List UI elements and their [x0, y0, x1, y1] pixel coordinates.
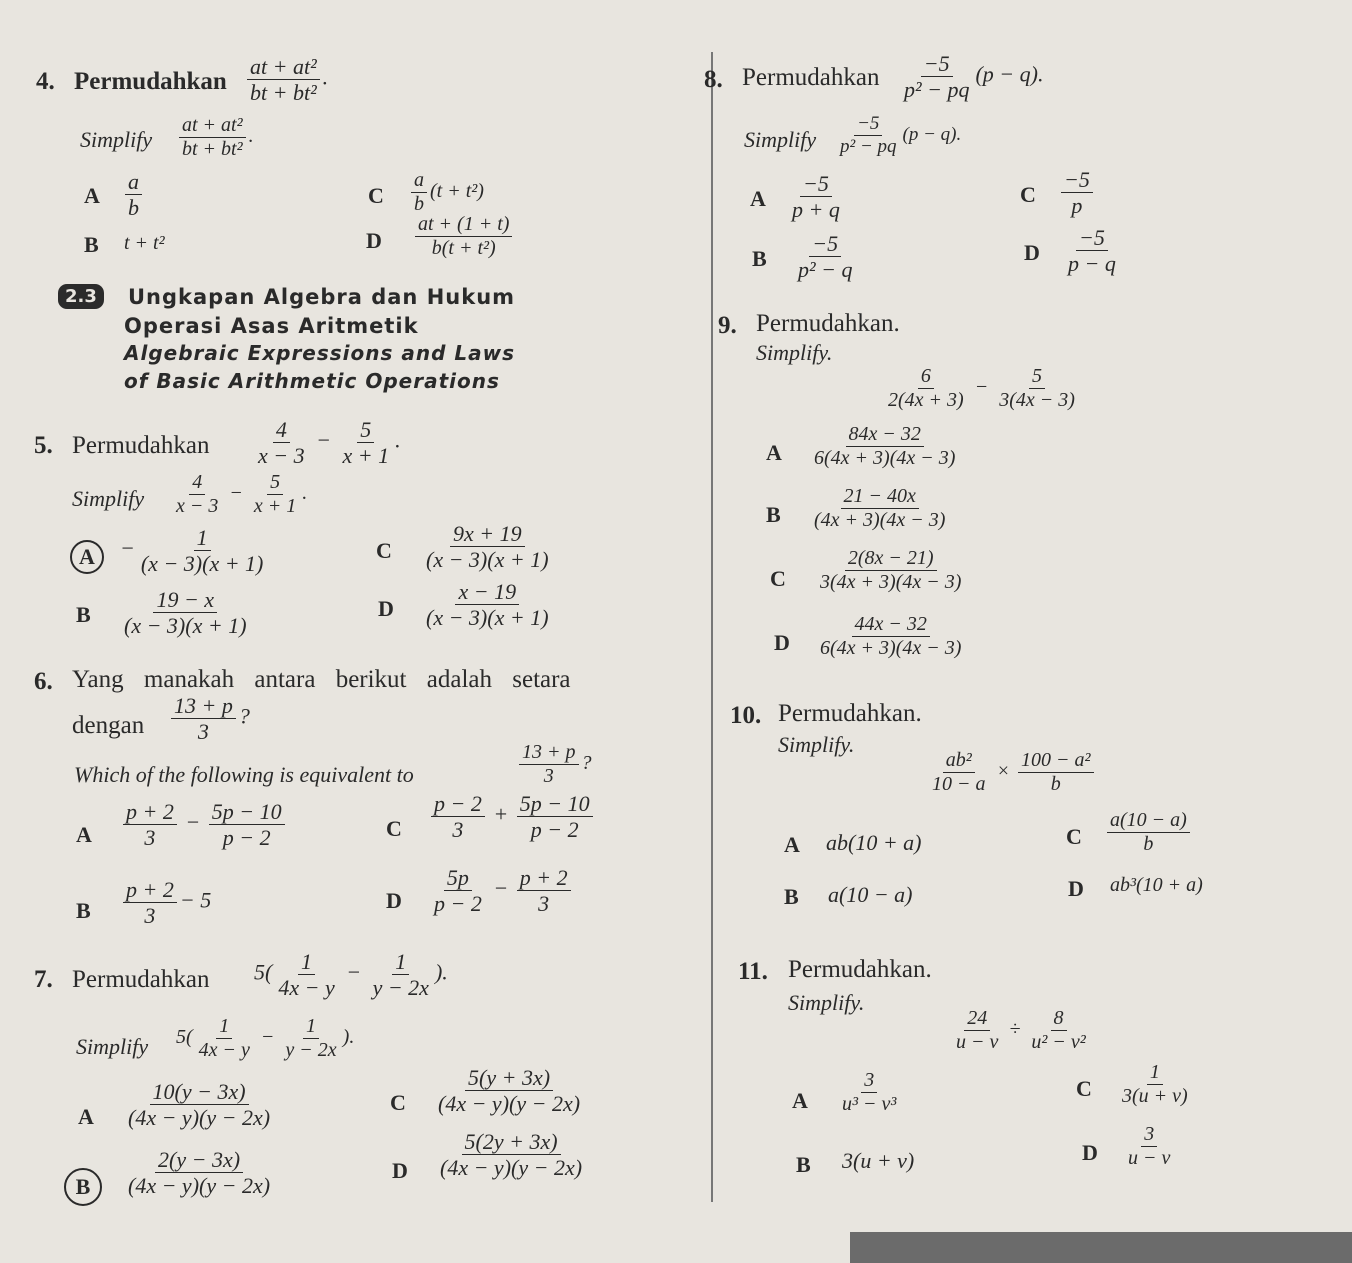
q9-option-b[interactable] — [808, 486, 951, 531]
q5-option-b-label[interactable]: B — [76, 602, 91, 627]
q7-b-den: y − 2x — [372, 975, 429, 1001]
q5-d-num: x − 19 — [455, 580, 519, 605]
answer-circle-mark — [70, 540, 104, 574]
q5-option-d[interactable] — [420, 580, 555, 629]
q7-option-c-label[interactable]: C — [390, 1090, 406, 1115]
q7-d-den: (4x − y)(y − 2x) — [440, 1155, 583, 1181]
q11-b-den: u² − v² — [1031, 1031, 1086, 1053]
q5-a-letter: A — [79, 544, 95, 569]
q8-expression — [898, 52, 1043, 101]
q7-a-num: 1 — [298, 950, 315, 975]
q10-a-num: ab² — [943, 750, 975, 773]
q7-option-c[interactable] — [432, 1066, 586, 1115]
q6-prompt2: dengan — [72, 712, 145, 739]
q9-option-c[interactable] — [814, 548, 967, 593]
q6-eng-den: 3 — [543, 765, 554, 787]
q5-option-c-label[interactable]: C — [376, 538, 392, 563]
q5-option-a[interactable]: − $\frac{1}{(x - 3)(x + 1)}$ — [120, 526, 269, 575]
q8-option-a[interactable] — [786, 172, 846, 221]
q11-c-num: 1 — [1147, 1062, 1163, 1085]
q11-option-c[interactable] — [1116, 1062, 1194, 1107]
q7-option-d-label[interactable]: D — [392, 1158, 408, 1183]
q4-option-a-label[interactable]: A — [84, 183, 100, 208]
q8-option-c[interactable] — [1058, 168, 1096, 217]
q6-option-d-label[interactable]: D — [386, 888, 402, 913]
q4-expression: $\frac{\text{at + at²}}{\text{bt + bt²}}$ . — [244, 55, 328, 104]
q9-number: 9. — [718, 312, 737, 339]
q5-option-a-label[interactable] — [70, 540, 104, 574]
q7-a-opt-den: (4x − y)(y − 2x) — [128, 1105, 271, 1131]
section-title-line1: Ungkapan Algebra dan Hukum — [128, 285, 516, 309]
q7-eng-a-num: 1 — [216, 1016, 232, 1039]
q5-a-opt-den: (x − 3)(x + 1) — [140, 551, 264, 577]
q4-d-num: at + (1 + t) — [415, 214, 512, 237]
section-eng-line2: of Basic Arithmetic Operations — [124, 369, 500, 393]
q9-option-d-label[interactable]: D — [774, 630, 790, 655]
q8-c-num: −5 — [1061, 168, 1093, 193]
q9-option-c-label[interactable]: C — [770, 566, 786, 591]
q9-a-den: 2(4x + 3) — [888, 389, 964, 411]
q7-option-b[interactable] — [122, 1148, 276, 1197]
q4-option-b-label[interactable]: B — [84, 232, 99, 257]
q5-eng-a-num: 4 — [189, 472, 205, 495]
q4-d-den: b(t + t²) — [431, 237, 496, 259]
q8-number: 8. — [704, 66, 723, 93]
q4-eng-expression: $\frac{\text{at + at²}}{\text{bt + bt²}}$ . — [176, 115, 254, 160]
q11-eng: Simplify. — [788, 990, 865, 1015]
q8-b-num: −5 — [809, 232, 841, 257]
q6-eng-expression: $\frac{13 + p}{3}$ ? — [516, 742, 592, 787]
q5-option-d-label[interactable]: D — [378, 596, 394, 621]
q11-prompt: Permudahkan. — [788, 956, 932, 983]
q11-a-den: u − v — [956, 1031, 999, 1053]
q5-eng-b-den: x + 1 — [253, 495, 297, 517]
q10-c-den: b — [1143, 833, 1154, 855]
q10-eng: Simplify. — [778, 732, 855, 757]
q4-option-b[interactable]: t + t² — [124, 232, 165, 254]
q5-d-den: (x − 3)(x + 1) — [426, 605, 549, 631]
q10-option-a[interactable]: ab(10 + a) — [826, 830, 922, 855]
q7-a-opt-num: 10(y − 3x) — [150, 1080, 249, 1105]
q6-den: 3 — [197, 719, 209, 745]
section-badge: 2.3 — [58, 284, 104, 309]
section-eng-line1: Algebraic Expressions and Laws — [124, 341, 516, 365]
q7-b-opt-num: 2(y − 3x) — [155, 1148, 243, 1173]
q7-eng-expression: 5( $\frac{1}{4x - y}$ − $\frac{1}{y - 2x}$ ). — [176, 1015, 355, 1061]
q10-prompt: Permudahkan. — [778, 700, 922, 727]
q6-a-d1: 3 — [144, 825, 156, 851]
q8-a-num: −5 — [800, 172, 832, 197]
q7-c-num: 5(y + 3x) — [465, 1066, 553, 1091]
q8-option-d-label[interactable]: D — [1024, 240, 1040, 265]
q7-option-b-label[interactable] — [64, 1168, 102, 1206]
q6-eng-num: 13 + p — [519, 742, 579, 765]
q4-option-c-label[interactable]: C — [368, 183, 384, 208]
q6-option-b[interactable] — [120, 878, 211, 927]
q5-b-opt-den: (x − 3)(x + 1) — [124, 613, 247, 639]
q5-c-den: (x − 3)(x + 1) — [426, 547, 549, 573]
q4-numerator: at + at² — [247, 55, 320, 80]
q7-option-a-label[interactable]: A — [78, 1104, 94, 1129]
q9-option-a[interactable] — [808, 424, 961, 469]
q7-a-den: 4x − y — [278, 975, 335, 1001]
q6-a-n2: 5p − 10 — [209, 800, 285, 825]
q10-option-c[interactable] — [1104, 810, 1193, 855]
q7-d-num: 5(2y + 3x) — [462, 1130, 561, 1155]
q10-b-den: b — [1050, 773, 1061, 795]
q8-c-den: p — [1071, 193, 1083, 219]
q5-a-opt-num: 1 — [194, 526, 211, 551]
q6-option-d[interactable]: $\frac{5p}{p - 2}$ − $\frac{p + 2}{3}$ — [428, 866, 574, 915]
q6-number: 6. — [34, 668, 53, 695]
q9-b-num: 5 — [1029, 366, 1045, 389]
q6-option-c-label[interactable]: C — [386, 816, 402, 841]
q6-expression: $\frac{13 + p}{3}$ ? — [168, 694, 250, 743]
q10-expression: $\frac{\text{ab²}}{10 - a}$ × $\frac{\text{100 − a²}}{b}$ — [926, 750, 1097, 795]
q8-eng-num: −5 — [854, 114, 882, 136]
q7-b-letter: B — [75, 1174, 91, 1199]
q9-c-num: 2(8x − 21) — [845, 548, 937, 571]
q10-option-b-label[interactable]: B — [784, 884, 799, 909]
q7-eng-b-num: 1 — [303, 1016, 319, 1039]
q4-option-d-label[interactable]: D — [366, 228, 382, 253]
q6-option-a-label[interactable]: A — [76, 822, 92, 847]
q9-c-den: 3(4x + 3)(4x − 3) — [820, 571, 962, 593]
q7-b-opt-den: (4x − y)(y − 2x) — [128, 1173, 271, 1199]
q5-option-b[interactable] — [118, 588, 253, 637]
q8-eng: Simplify — [744, 127, 817, 152]
q8-tail: (p − q). — [975, 61, 1044, 87]
q9-a-num: 6 — [918, 366, 934, 389]
section-title-line2: Operasi Asas Aritmetik — [124, 314, 419, 338]
q9-eng: Simplify. — [756, 340, 833, 365]
q5-number: 5. — [34, 432, 53, 459]
q8-option-d[interactable] — [1062, 226, 1122, 275]
q11-d-num: 3 — [1141, 1124, 1157, 1147]
q6-eng: Which of the following is equivalent to — [74, 762, 414, 787]
q5-prompt: Permudahkan — [72, 432, 210, 459]
q5-c-num: 9x + 19 — [450, 522, 525, 547]
q9-option-a-label[interactable]: A — [766, 440, 782, 465]
q10-option-d-label[interactable]: D — [1068, 876, 1084, 901]
q9-expression: $\frac{6}{2(4x + 3)}$ − $\frac{5}{3(4x - 3)}$ — [882, 366, 1081, 411]
q6-prompt: Yang manakah antara berikut adalah setara — [72, 666, 571, 693]
q4-number: 4. — [36, 68, 55, 95]
q5-eng-a-den: x − 3 — [176, 495, 219, 517]
q7-eng: Simplify — [76, 1034, 149, 1059]
q7-eng-coef: 5 — [176, 1026, 186, 1049]
q5-a-num: 4 — [273, 418, 290, 443]
q9-a-opt-den: 6(4x + 3)(4x − 3) — [814, 447, 956, 469]
q7-expression: 5( $\frac{1}{4x - y}$ − $\frac{1}{y - 2x}$ ). — [254, 949, 448, 1001]
q4-a-den: b — [128, 195, 139, 221]
q4-eng-numerator: at + at² — [179, 115, 246, 138]
q11-option-b-label[interactable]: B — [796, 1152, 811, 1177]
q10-option-c-label[interactable]: C — [1066, 824, 1082, 849]
q4-prompt: Permudahkan — [74, 68, 227, 95]
q6-d-n2: p + 2 — [517, 866, 571, 891]
q11-a-opt-num: 3 — [861, 1070, 877, 1093]
q5-b-den: x + 1 — [342, 443, 390, 469]
q5-b-opt-num: 19 − x — [153, 588, 217, 613]
q6-d-d2: 3 — [538, 891, 550, 917]
q6-a-d2: p − 2 — [222, 825, 271, 851]
q6-c-n2: 5p − 10 — [517, 792, 593, 817]
q9-b-opt-den: (4x + 3)(4x − 3) — [814, 509, 946, 531]
q6-b-d1: 3 — [144, 903, 156, 929]
q4-eng: Simplify — [80, 127, 153, 152]
q5-b-num: 5 — [357, 418, 374, 443]
q8-d-den: p − q — [1068, 251, 1116, 277]
q8-den: p² − pq — [904, 77, 970, 103]
q11-a-opt-den: u³ − v³ — [842, 1093, 897, 1115]
q11-option-a[interactable] — [836, 1070, 902, 1115]
q8-option-b-label[interactable]: B — [752, 246, 767, 271]
page-edge-shadow — [850, 1232, 1352, 1263]
q6-d-n1: 5p — [444, 866, 472, 891]
q8-eng-den: p² − pq — [840, 135, 897, 157]
q6-option-c[interactable]: $\frac{p - 2}{3}$ + $\frac{5p - 10}{p - 2}$ — [428, 792, 596, 841]
q10-number: 10. — [730, 702, 762, 729]
q6-c-n1: p − 2 — [431, 792, 485, 817]
q8-b-den: p² − q — [798, 257, 853, 283]
q4-c-tail: (t + t²) — [430, 180, 484, 203]
q7-prompt: Permudahkan — [72, 966, 210, 993]
q11-option-d[interactable] — [1122, 1124, 1176, 1169]
q4-option-c[interactable] — [408, 170, 484, 215]
q10-c-num: a(10 − a) — [1107, 810, 1190, 833]
q8-d-num: −5 — [1076, 226, 1108, 251]
column-divider — [711, 52, 713, 1202]
q9-b-opt-num: 21 − 40x — [841, 486, 919, 509]
q11-option-b[interactable]: 3(u + v) — [842, 1148, 915, 1173]
q5-eng-b-num: 5 — [267, 472, 283, 495]
q5-a-den: x − 3 — [258, 443, 305, 469]
q8-eng-expression — [834, 114, 961, 157]
q4-a-num: a — [125, 170, 142, 195]
q4-c-num: a — [411, 170, 427, 193]
q6-num: 13 + p — [171, 694, 236, 719]
q8-option-a-label[interactable]: A — [750, 186, 766, 211]
q6-c-d2: p − 2 — [530, 817, 579, 843]
q10-option-a-label[interactable]: A — [784, 832, 800, 857]
q11-option-a-label[interactable]: A — [792, 1088, 808, 1113]
q9-b-den: 3(4x − 3) — [999, 389, 1075, 411]
q6-option-b-label[interactable]: B — [76, 898, 91, 923]
q7-eng-b-den: y − 2x — [285, 1039, 337, 1061]
q8-eng-tail: (p − q). — [902, 123, 962, 145]
q7-b-num: 1 — [392, 950, 409, 975]
q7-option-d[interactable] — [434, 1130, 588, 1179]
answer-circle-mark — [64, 1168, 102, 1206]
q9-option-b-label[interactable]: B — [766, 502, 781, 527]
q7-coef: 5 — [254, 959, 265, 985]
q11-option-d-label[interactable]: D — [1082, 1140, 1098, 1165]
q8-a-den: p + q — [792, 197, 840, 223]
q6-b-n1: p + 2 — [123, 878, 177, 903]
q5-option-c[interactable] — [420, 522, 555, 571]
q7-eng-a-den: 4x − y — [198, 1039, 250, 1061]
q10-option-b[interactable]: a(10 − a) — [828, 882, 913, 907]
q6-c-d1: 3 — [452, 817, 464, 843]
q5-eng: Simplify — [72, 486, 145, 511]
q4-option-a[interactable] — [122, 170, 145, 219]
q8-num: −5 — [921, 52, 953, 77]
q11-expression: $\frac{24}{u - v}$ ÷ $\frac{8}{\text{u² − v²}}$ — [950, 1008, 1092, 1053]
q6-b-tail: − 5 — [179, 887, 212, 913]
q8-option-c-label[interactable]: C — [1020, 182, 1036, 207]
q11-d-den: u − v — [1128, 1147, 1171, 1169]
q5-eng-expression: $\frac{4}{x - 3}$ − $\frac{5}{x + 1}$ . — [170, 472, 307, 517]
q10-b-num: 100 − a² — [1018, 750, 1094, 773]
q9-a-opt-num: 84x − 32 — [846, 424, 924, 447]
q4-option-d[interactable] — [412, 214, 515, 259]
q4-c-den: b — [414, 193, 424, 215]
q6-a-n1: p + 2 — [123, 800, 177, 825]
q6-d-d1: p − 2 — [434, 891, 482, 917]
q8-prompt: Permudahkan — [742, 64, 880, 91]
q7-number: 7. — [34, 966, 53, 993]
q11-number: 11. — [738, 958, 768, 985]
q10-a-den: 10 − a — [932, 773, 986, 795]
q9-d-den: 6(4x + 3)(4x − 3) — [820, 637, 962, 659]
q9-prompt: Permudahkan. — [756, 310, 900, 337]
q9-d-num: 44x − 32 — [852, 614, 930, 637]
q6-option-a[interactable]: $\frac{p + 2}{3}$ − $\frac{5p - 10}{p - 2}$ — [120, 800, 288, 849]
q5-expression: $\frac{4}{x - 3}$ − $\frac{5}{x + 1}$ . — [252, 418, 401, 467]
q11-option-c-label[interactable]: C — [1076, 1076, 1092, 1101]
q11-a-num: 24 — [964, 1008, 990, 1031]
q4-eng-denominator: bt + bt² — [182, 138, 243, 160]
q4-denominator: bt + bt² — [250, 80, 317, 106]
q10-option-d[interactable]: ab³(10 + a) — [1110, 874, 1203, 896]
q7-option-a[interactable] — [122, 1080, 276, 1129]
q11-c-den: 3(u + v) — [1122, 1085, 1188, 1107]
q8-option-b[interactable] — [792, 232, 858, 281]
q7-c-den: (4x − y)(y − 2x) — [438, 1091, 581, 1117]
q9-option-d[interactable] — [814, 614, 967, 659]
q11-b-num: 8 — [1051, 1008, 1067, 1031]
